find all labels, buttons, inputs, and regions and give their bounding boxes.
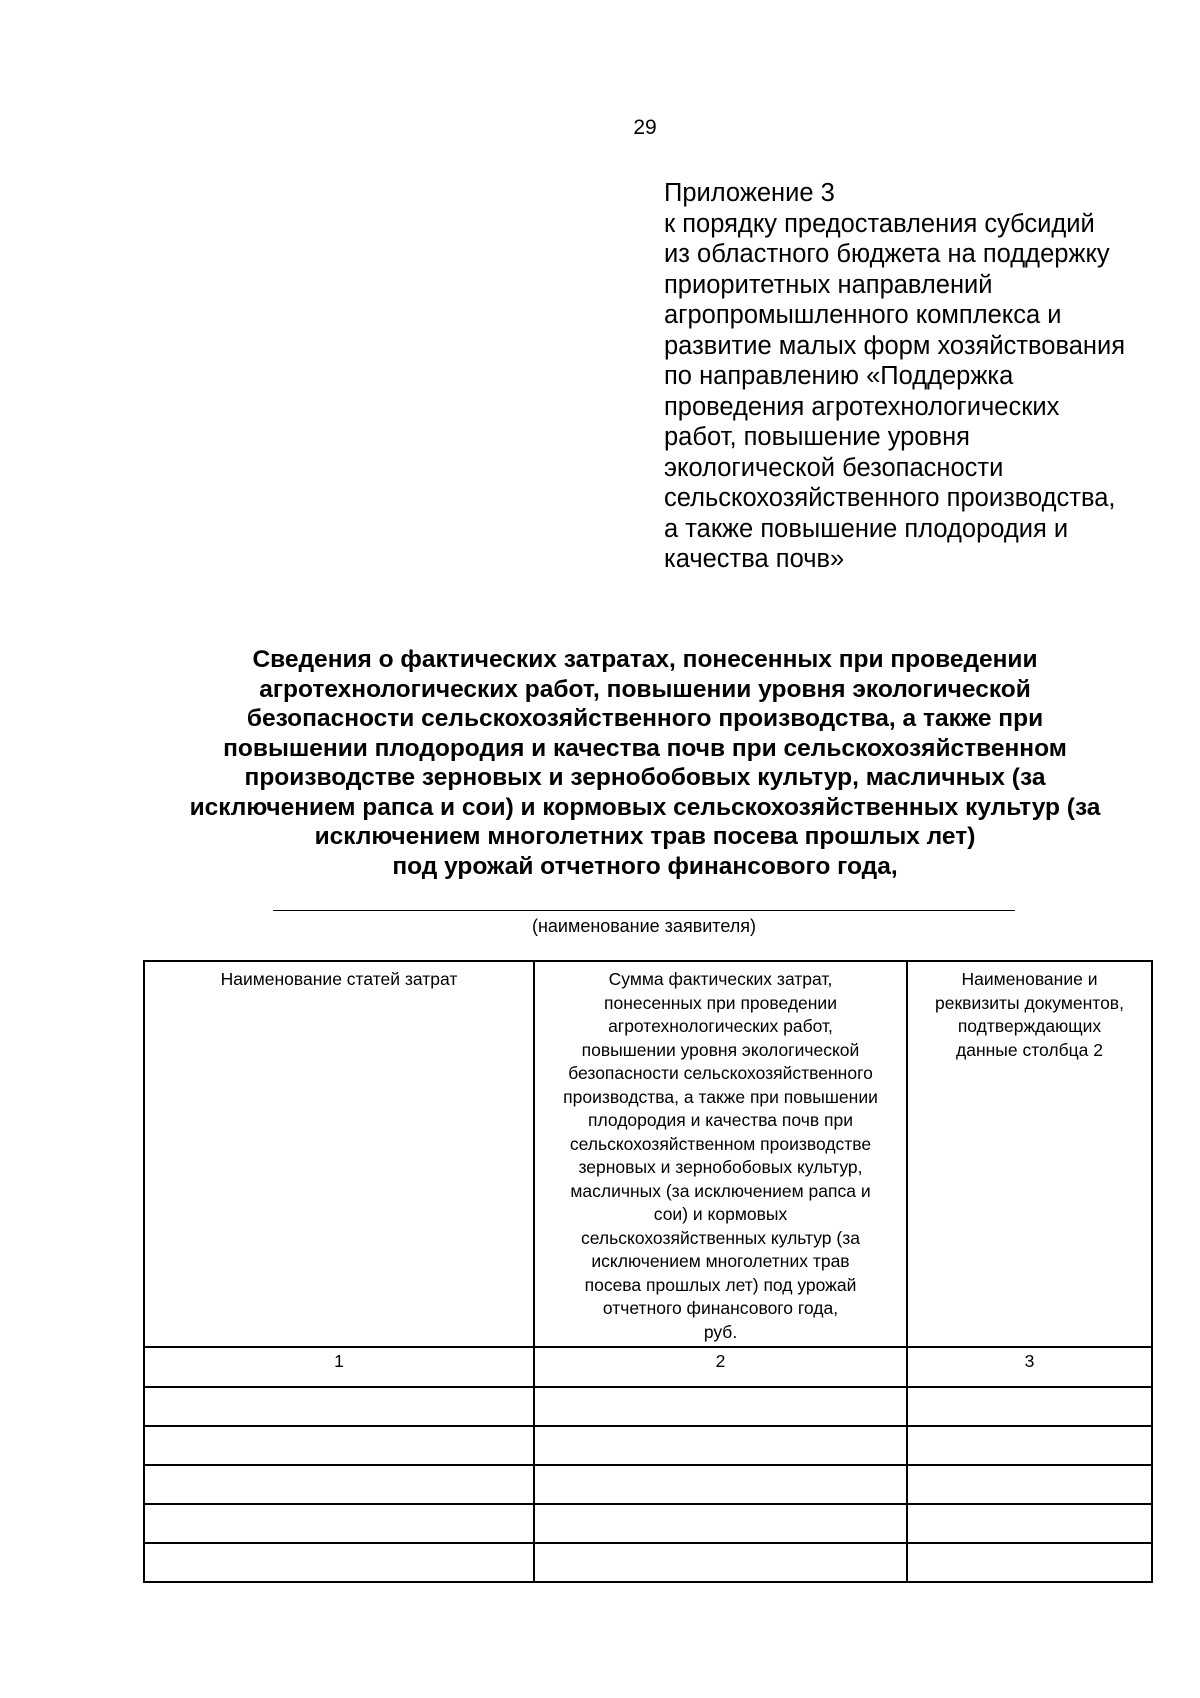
applicant-caption: (наименование заявителя) <box>531 916 757 936</box>
applicant-name-line[interactable] <box>273 910 1015 911</box>
column-number: 1 <box>144 1347 534 1387</box>
title-line: безопасности сельскохозяйственного производства, а также при <box>246 705 1044 732</box>
column-number-row <box>144 1347 1152 1387</box>
appendix-line: из областного бюджета на поддержку <box>664 240 1110 268</box>
table-row <box>144 1387 1152 1426</box>
table-cell[interactable] <box>534 1426 907 1465</box>
appendix-line: сельскохозяйственного производства, <box>664 484 1116 512</box>
appendix-note <box>664 178 1184 575</box>
table-cell[interactable] <box>144 1504 534 1543</box>
table-cell[interactable] <box>907 1543 1152 1582</box>
table-cell[interactable] <box>534 1504 907 1543</box>
table-header-row <box>144 961 1152 1347</box>
table-cell[interactable] <box>144 1387 534 1426</box>
appendix-line: проведения агротехнологических <box>664 392 1060 421</box>
title-line: исключением рапса и сои) и кормовых сельскохозяйственных культур (за <box>189 793 1101 821</box>
table-cell[interactable] <box>907 1504 1152 1543</box>
appendix-line: экологической безопасности <box>664 453 1004 482</box>
page-number: 29 <box>633 116 657 139</box>
table-row <box>144 1504 1152 1543</box>
column-number: 3 <box>907 1347 1152 1387</box>
table-cell[interactable] <box>534 1465 907 1504</box>
table-cell[interactable] <box>144 1426 534 1465</box>
table-row <box>144 1426 1152 1465</box>
appendix-line: по направлению «Поддержка <box>664 362 1014 390</box>
title-line: производстве зерновых и зернобобовых культур, масличных (за <box>244 764 1046 791</box>
table-cell[interactable] <box>144 1465 534 1504</box>
header-actual-costs: Сумма фактических затрат, понесенных при проведении агротехнологических работ, повышении уровня экологической безопасности сельскохозяйственного производства, а также при повышении плодородия и качества почв при сельскохозяйственном производстве зерновых и зернобобовых культур, масличных (за исключением рапса и сои) и кормовых сельскохозяйственных культур (за исключением многолетних трав посева прошлых лет) под урожай отчетного финансового года, руб. <box>534 961 907 1347</box>
title-line: исключением многолетних трав посева прошлых лет) <box>314 823 976 850</box>
table-cell[interactable] <box>907 1426 1152 1465</box>
title-line: повышении плодородия и качества почв при сельскохозяйственном <box>223 734 1067 762</box>
column-number: 2 <box>534 1347 907 1387</box>
table-cell[interactable] <box>907 1387 1152 1426</box>
title-line: Сведения о фактических затратах, понесенных при проведении <box>252 646 1038 673</box>
table-row <box>144 1465 1152 1504</box>
appendix-line: работ, повышение уровня <box>664 423 970 451</box>
appendix-line: качества почв» <box>664 545 845 573</box>
table-cell[interactable] <box>907 1465 1152 1504</box>
appendix-line: Приложение 3 <box>664 179 835 207</box>
header-cost-items: Наименование статей затрат <box>144 961 534 1347</box>
appendix-line: агропромышленного комплекса и <box>664 301 1062 329</box>
appendix-line: приоритетных направлений <box>664 270 993 299</box>
document-title <box>140 645 1150 881</box>
header-supporting-documents: Наименование и реквизиты документов, подтверждающих данные столбца 2 <box>907 961 1152 1347</box>
table-row <box>144 1543 1152 1582</box>
appendix-line: а также повышение плодородия и <box>664 514 1069 543</box>
table-cell[interactable] <box>144 1543 534 1582</box>
appendix-line: развитие малых форм хозяйствования <box>664 331 1126 360</box>
costs-table <box>143 960 1153 1583</box>
table-cell[interactable] <box>534 1543 907 1582</box>
table-cell[interactable] <box>534 1387 907 1426</box>
appendix-line: к порядку предоставления субсидий <box>664 209 1095 238</box>
title-line: агротехнологических работ, повышении уровня экологической <box>259 675 1031 703</box>
title-line: под урожай отчетного финансового года, <box>392 852 898 880</box>
